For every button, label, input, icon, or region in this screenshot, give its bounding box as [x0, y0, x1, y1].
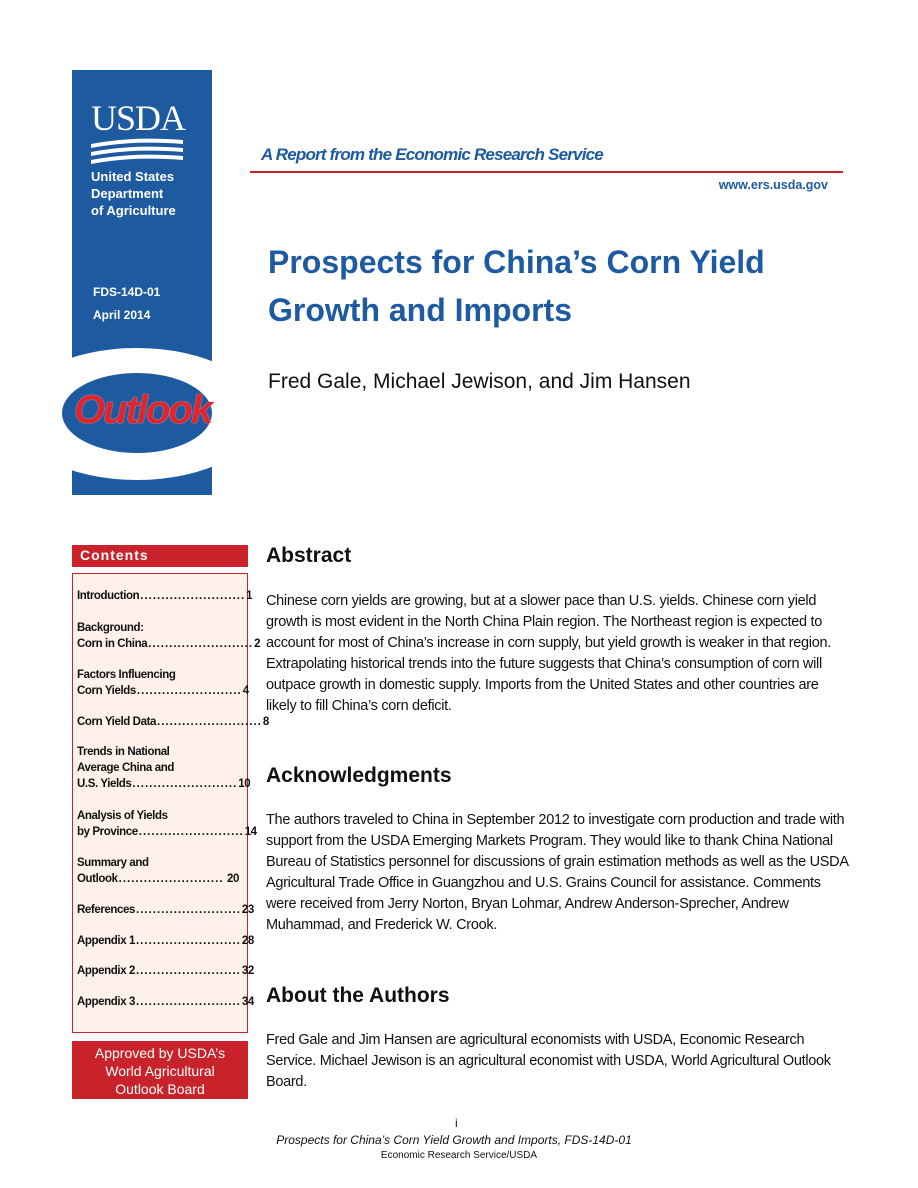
toc-item[interactable]: Appendix 2 ......................... 32 [77, 965, 254, 977]
usda-logo-text: USDA [91, 98, 186, 138]
toc-item[interactable]: Corn Yield Data ......................... 8 [77, 716, 269, 728]
usda-banner [72, 70, 212, 495]
toc-item[interactable]: Summary and Outlook ......................... 20 [77, 857, 239, 885]
page-title: Prospects for China’s Corn Yield Growth and Imports [268, 244, 765, 328]
acknowledgments-text: The authors traveled to China in September 2012 to investigate corn production and trade with support from the USDA Emerging Markets Program. They would like to thank China National Bureau of Statistics personnel for discussions of grain estimation methods as well as the USDA Agricultural Trade Office in Guangzhou and U.S. Grains Council for assistance. Comments were received from Jerry Norton, Bryan Lohmar, Andrew Anderson-Sprecher, Andrew Muhammad, and Frederick W. Crook. [266, 812, 848, 933]
usda-logo [91, 98, 186, 168]
toc-item[interactable]: References ......................... 23 [77, 904, 254, 916]
about-authors-heading: About the Authors [266, 984, 450, 1007]
toc-item[interactable]: Factors Influencing Corn Yields ......................... 4 [77, 669, 249, 697]
toc-item[interactable]: Appendix 1 ......................... 28 [77, 935, 254, 947]
abstract-heading: Abstract [266, 544, 352, 567]
toc-item[interactable]: Introduction ......................... 1 [77, 590, 253, 602]
toc-item[interactable]: Appendix 3 ......................... 34 [77, 996, 254, 1008]
footer-citation: Prospects for China’s Corn Yield Growth and Imports, FDS-14D-01 [276, 1133, 632, 1147]
toc-item[interactable]: Background: Corn in China ......................... 2 [77, 622, 261, 650]
department-name: United States Department of Agriculture [91, 169, 176, 218]
report-line: A Report from the Economic Research Service [261, 145, 603, 164]
about-authors-text: Fred Gale and Jim Hansen are agricultural economists with USDA, Economic Research Service. Michael Jewison is an agricultural economist with USDA, World Agricultural Outlook Board. [266, 1032, 831, 1090]
table-of-contents [72, 573, 269, 1033]
website-link[interactable]: www.ers.usda.gov [718, 178, 828, 192]
report-date: April 2014 [93, 308, 151, 322]
acknowledgments-heading: Acknowledgments [266, 764, 452, 787]
authors: Fred Gale, Michael Jewison, and Jim Hansen [268, 370, 691, 393]
footer-publisher: Economic Research Service/USDA [380, 1150, 538, 1161]
contents-heading: Contents [72, 545, 248, 567]
report-code-block [93, 281, 160, 327]
outlook-logo: Outlook [74, 388, 212, 432]
report-code: FDS-14D-01 [93, 285, 161, 299]
toc-item[interactable]: Analysis of Yields by Province ......................... 14 [77, 810, 257, 838]
approval-badge: Approved by USDA’s World Agricultural Outlook Board [72, 1041, 248, 1099]
header-rule [250, 171, 843, 173]
abstract-text: Chinese corn yields are growing, but at a slower pace than U.S. yields. Chinese corn yield growth is most evident in the North China Plain region. The Northeast region is expected to account for most of China’s increase in corn supply, but yield growth is weaker in that region. Extrapolating historical trends into the future suggests that China’s consumption of corn will outpace growth in domestic supply. Imports from the United States and other countries are likely to fill China’s corn deficit. [266, 593, 831, 714]
toc-item[interactable]: Trends in National Average China and U.S. Yields ......................... 10 [77, 746, 251, 790]
usda-waves-icon [91, 138, 183, 168]
page-number: i [455, 1116, 458, 1130]
